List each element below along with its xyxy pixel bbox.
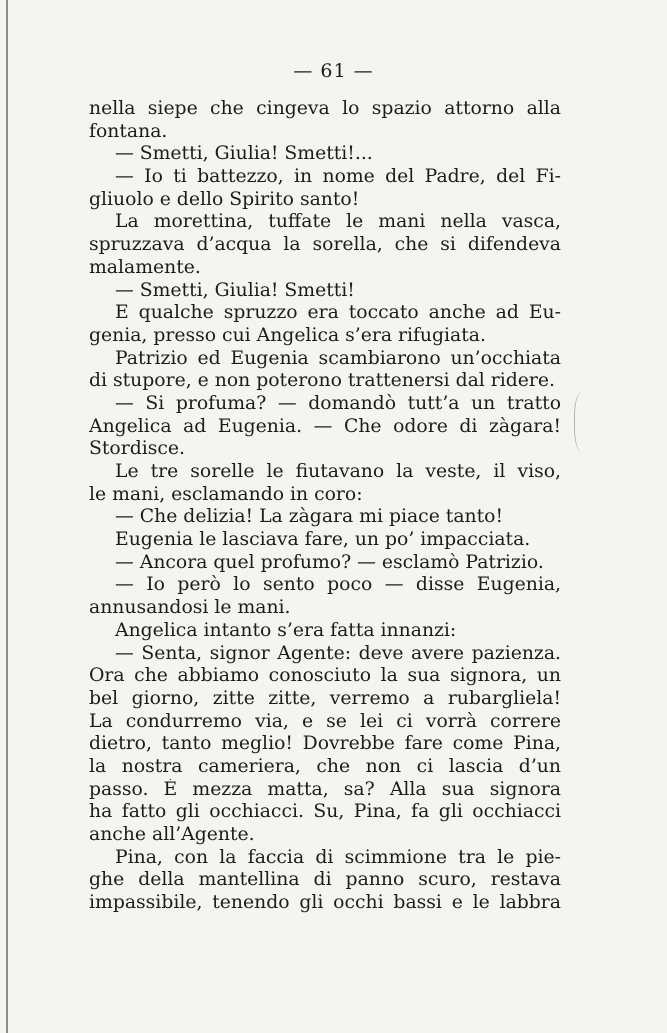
text-line: Ora che abbiamo conosciuto la sua signora, un — [89, 665, 561, 687]
text-line: annusandosi le mani. — [89, 597, 291, 619]
text-line: la nostra cameriera, che non ci lascia d’un — [89, 755, 561, 777]
text-line: — Io però lo sento poco — disse Eugenia, — [115, 574, 561, 596]
text-line: di stupore, e non poterono trattenersi dal ridere. — [89, 370, 555, 392]
text-line: — Smetti, Giulia! Smetti! — [115, 279, 355, 301]
text-line: anche all’Agente. — [89, 824, 255, 845]
text-line: Le tre sorelle le fiutavano la veste, il viso, — [115, 461, 561, 482]
text-line: La condurremo via, e se lei ci vorrà correre — [89, 710, 561, 732]
text-line: — Ancora quel profumo? — esclamò Patrizio. — [115, 551, 544, 573]
text-line: E qualche spruzzo era toccato anche ad Eu- — [115, 302, 561, 324]
text-line: — Senta, signor Agente: deve avere pazienza. — [115, 642, 561, 664]
text-line: bel giorno, zitte zitte, verremo a rubargliela! — [89, 687, 561, 709]
text-line: Eugenia le lasciava fare, un po’ impacciata. — [115, 529, 531, 551]
text-line: — Che delizia! La zàgara mi piace tanto! — [115, 506, 504, 528]
text-line: — Smetti, Giulia! Smetti!... — [115, 143, 373, 165]
body-text — [89, 98, 561, 915]
text-line: Angelica intanto s’era fatta innanzi: — [115, 619, 457, 641]
text-line: gliuolo e dello Spirito santo! — [89, 188, 360, 210]
text-line: spruzzava d’acqua la sorella, che si difendeva — [89, 234, 561, 256]
text-line: Angelica ad Eugenia. — Che odore di zàgara! — [89, 415, 561, 437]
text-line: ha fatto gli occhiacci. Su, Pina, fa gli occhiacci — [89, 801, 561, 823]
page-number: — 61 — — [293, 60, 374, 82]
text-line: dietro, tanto meglio! Dovrebbe fare come Pina, — [89, 733, 561, 755]
text-line: fontana. — [89, 120, 168, 142]
text-line: genia, presso cui Angelica s’era rifugiata. — [89, 324, 486, 346]
text-line: Pina, con la faccia di scimmione tra le pie- — [115, 846, 561, 868]
text-line: — Si profuma? — domandò tutt’a un tratto — [115, 392, 561, 414]
text-line: passo. È mezza matta, sa? Alla sua signora — [89, 778, 561, 800]
text-line: le mani, esclamando in coro: — [89, 483, 363, 505]
text-line: ghe della mantellina di panno scuro, restava — [89, 869, 561, 891]
margin-pencil-mark — [574, 392, 593, 452]
text-line: impassibile, tenendo gli occhi bassi e le labbra — [89, 892, 561, 914]
binding-edge — [6, 0, 8, 1033]
text-line: La morettina, tuffate le mani nella vasca, — [115, 211, 561, 233]
text-line: — Io ti battezzo, in nome del Padre, del Fi- — [115, 166, 561, 188]
text-line: Stordisce. — [89, 438, 185, 460]
text-line: Patrizio ed Eugenia scambiarono un’occhiata — [115, 347, 561, 369]
text-line: nella siepe che cingeva lo spazio attorno alla — [89, 98, 561, 119]
text-line: malamente. — [89, 256, 201, 278]
